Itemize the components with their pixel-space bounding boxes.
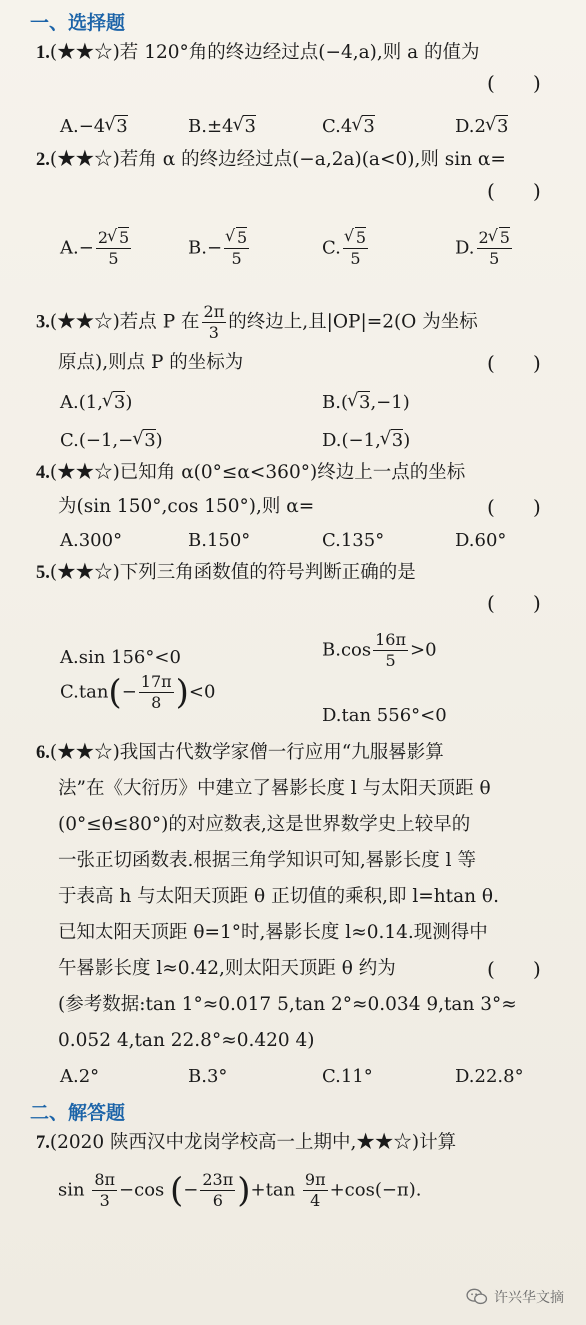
q4-option-b[interactable]: B.150°	[188, 530, 251, 551]
question-6-line: (0°≤θ≤80°)的对应数表,这是世界数学史上较早的	[58, 814, 471, 835]
watermark	[466, 1287, 564, 1307]
q2-option-a[interactable]: A.− $\frac{2√ 5}{5}$	[60, 228, 133, 269]
q6-option-c[interactable]: C.11°	[322, 1066, 373, 1087]
q1-option-b[interactable]: B.±4√ 3	[188, 114, 256, 140]
q6-option-b[interactable]: B.3°	[188, 1066, 228, 1087]
q4-option-c[interactable]: C.135°	[322, 530, 385, 551]
q3-option-d[interactable]: D.(−1,√ 3)	[322, 428, 410, 454]
section-title-choice: 一、选择题	[30, 12, 126, 34]
q6-option-a[interactable]: A.2°	[60, 1066, 100, 1087]
q3-option-b[interactable]: B.(√ 3,−1)	[322, 390, 410, 416]
answer-bracket-6: ( )	[487, 957, 541, 981]
q6-option-d[interactable]: D.22.8°	[455, 1066, 524, 1087]
q1-option-d[interactable]: D.2√ 3	[455, 114, 508, 140]
question-4: 4.(★★☆)已知角 α(0°≤α<360°)终边上一点的坐标	[36, 462, 466, 483]
question-7: 7.(2020 陕西汉中龙岗学校高一上期中,★★☆)计算	[36, 1132, 457, 1153]
q1-option-a[interactable]: A.−4√ 3	[60, 114, 128, 140]
question-4-line2: 为(sin 150°,cos 150°),则 α=	[58, 496, 315, 517]
question-2: 2.(★★☆)若角 α 的终边经过点(−a,2a)(a<0),则 sin α=	[36, 149, 506, 170]
question-6: 6.(★★☆)我国古代数学家僧一行应用“九服晷影算	[36, 742, 444, 763]
question-1: 1.(★★☆)若 120°角的终边经过点(−4,a),则 a 的值为	[36, 42, 480, 63]
q4-option-d[interactable]: D.60°	[455, 530, 507, 551]
q5-option-c[interactable]: C.tan(− $\frac{17\pi}{8}$ )<0	[60, 672, 216, 713]
q5-option-a[interactable]: A.sin 156°<0	[60, 647, 181, 668]
q5-option-b[interactable]: B.cos $\frac{16\pi}{5}$ >0	[322, 630, 437, 670]
q3-option-a[interactable]: A.(1,√ 3)	[60, 390, 132, 416]
question-3-line2: 原点),则点 P 的坐标为	[58, 352, 244, 373]
q1-option-c[interactable]: C.4√ 3	[322, 114, 375, 140]
wechat-icon	[466, 1288, 488, 1306]
watermark-text: 许兴华文摘	[494, 1290, 564, 1306]
q4-option-a[interactable]: A.300°	[60, 530, 123, 551]
answer-bracket-1: ( )	[487, 71, 541, 95]
answer-bracket-2: ( )	[487, 179, 541, 203]
section-title-answer: 二、解答题	[30, 1102, 126, 1124]
question-6-line: (参考数据:tan 1°≈0.017 5,tan 2°≈0.034 9,tan 3°≈	[58, 994, 517, 1015]
q5-option-d[interactable]: D.tan 556°<0	[322, 705, 447, 726]
question-6-line: 于表高 h 与太阳天顶距 θ 正切值的乘积,即 l=htan θ.	[58, 886, 499, 907]
question-6-line: 已知太阳天顶距 θ=1°时,晷影长度 l≈0.14.现测得中	[58, 922, 488, 943]
question-5: 5.(★★☆)下列三角函数值的符号判断正确的是	[36, 562, 416, 583]
q2-option-c[interactable]: C. √ $\frac{5}{5}$	[322, 228, 370, 269]
question-6-line: 午晷影长度 l≈0.42,则太阳天顶距 θ 约为	[58, 958, 396, 979]
question-6-line: 一张正切函数表.根据三角学知识可知,晷影长度 l 等	[58, 850, 476, 871]
question-7-expression: sin $\frac{8\pi}{3}$ −cos (− $\frac{23\pi}{6}$ )+tan $\frac{9\pi}{4}$ +cos(−π).	[58, 1170, 422, 1211]
question-6-line: 0.052 4,tan 22.8°≈0.420 4)	[58, 1030, 315, 1051]
q3-option-c[interactable]: C.(−1,−√ 3)	[60, 428, 163, 454]
q2-option-b[interactable]: B.− √ $\frac{5}{5}$	[188, 228, 251, 269]
answer-bracket-5: ( )	[487, 591, 541, 615]
question-6-line: 法”在《大衍历》中建立了晷影长度 l 与太阳天顶距 θ	[58, 778, 491, 799]
q2-option-d[interactable]: D. $\frac{2√ 5}{5}$	[455, 228, 514, 269]
question-3: 3.(★★☆)若点 P 在 $\frac{2\pi}{3}$ 的终边上,且|OP|=2(O 为坐标	[36, 302, 478, 342]
answer-bracket-3: ( )	[487, 351, 541, 375]
answer-bracket-4: ( )	[487, 495, 541, 519]
